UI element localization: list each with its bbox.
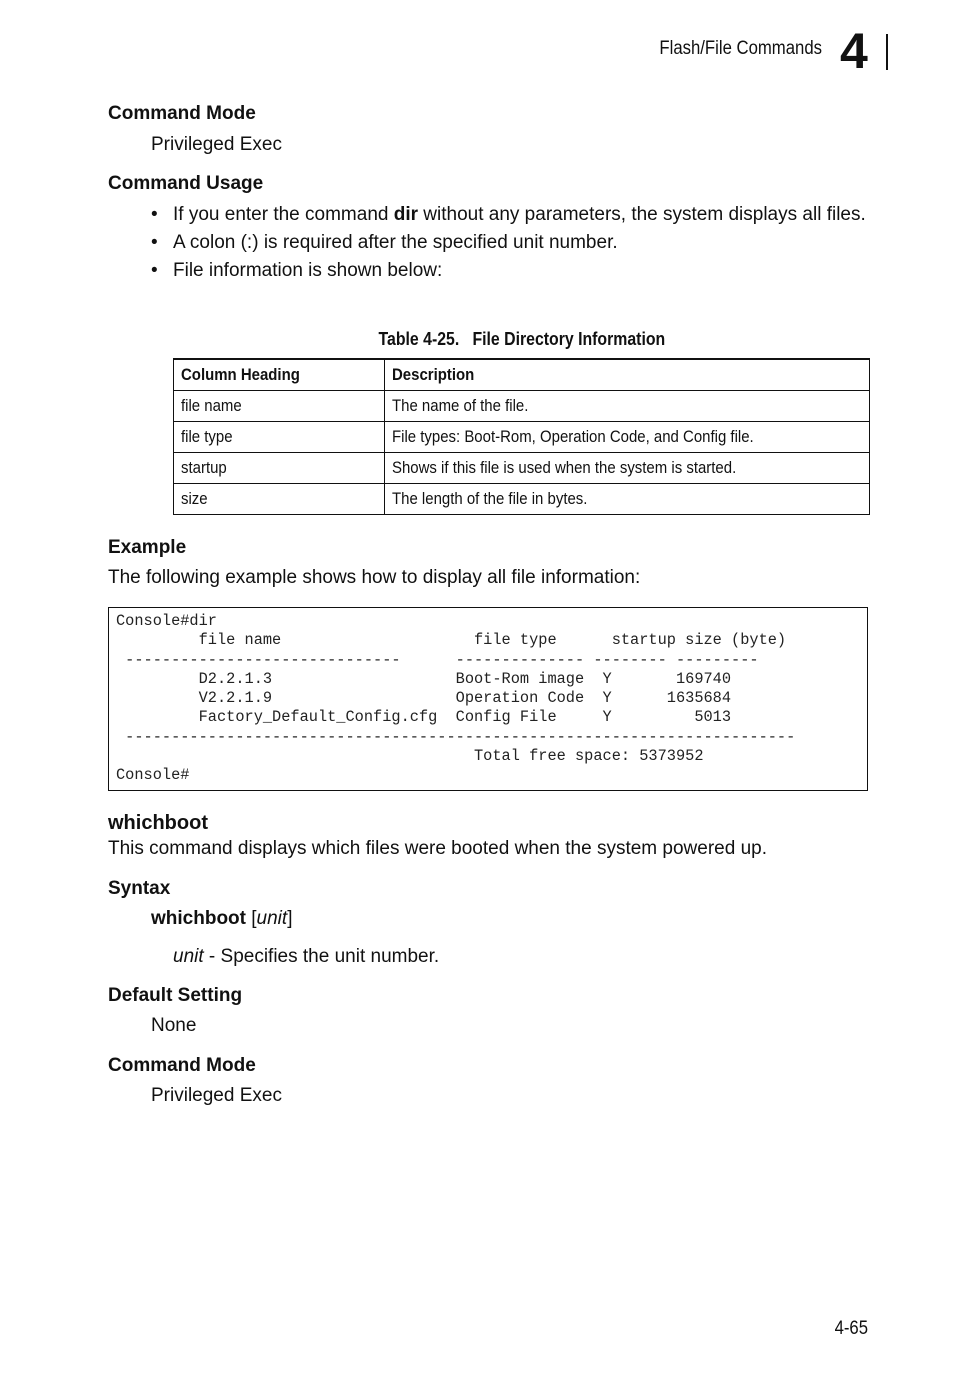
command-usage-list (151, 203, 871, 287)
example-heading: Example (108, 537, 187, 558)
page-number: 4-65 (834, 1318, 868, 1339)
param-description-line (173, 946, 439, 968)
table-cell: File types: Boot-Rom, Operation Code, and Config file. (385, 422, 870, 453)
list-item (151, 203, 871, 227)
column-header: Column Heading (174, 359, 385, 391)
param-name: unit (173, 946, 204, 967)
command-mode-value: Privileged Exec (151, 134, 282, 155)
table-cell: startup (174, 453, 385, 484)
command-mode-value: Privileged Exec (151, 1085, 282, 1106)
list-item (151, 231, 871, 255)
chapter-number: 4 (840, 23, 868, 79)
chapter-tab-divider (886, 34, 888, 70)
console-output: Console#dir file name file type startup size (byte) ------------------------------ -------------- -------- --------- D2.2.1.3 Boot-Rom image Y 169740 V2.2.1.9 Operation Code Y 1635684 Factory_Default_Config.cfg Config File Y 5013 ------------------------------------------------------------------------- Total free space: 5373952 Console# (116, 612, 796, 785)
command-usage-heading: Command Usage (108, 173, 264, 194)
table-row (174, 391, 870, 422)
table-caption (173, 329, 870, 350)
syntax-command: whichboot (151, 908, 246, 929)
bullet-glyph: • (151, 204, 158, 225)
table-cell: The name of the file. (385, 391, 870, 422)
table-cell: file type (174, 422, 385, 453)
syntax-line (151, 908, 292, 930)
table-row (174, 484, 870, 515)
syntax-bracket-open: [ (245, 908, 257, 929)
param-description: - Specifies the unit number. (203, 946, 440, 967)
table-header-row (174, 359, 870, 391)
bullet-glyph: • (151, 232, 158, 253)
usage-item-1-command: dir (393, 204, 419, 225)
file-directory-table (173, 358, 870, 515)
table-row (174, 453, 870, 484)
column-header: Description (385, 359, 870, 391)
usage-item-2: A colon (:) is required after the specified unit number. (173, 232, 618, 253)
console-example-box (108, 607, 868, 791)
default-setting-value: None (151, 1015, 197, 1036)
command-mode-heading: Command Mode (108, 1055, 256, 1076)
usage-item-1-prefix: If you enter the command (173, 204, 394, 225)
table-row (174, 422, 870, 453)
usage-item-1-suffix: without any parameters, the system displays all files. (418, 204, 866, 225)
table-caption-text: Table 4-25. File Directory Information (378, 329, 665, 349)
table-cell: size (174, 484, 385, 515)
syntax-bracket-close: ] (287, 908, 293, 929)
running-header-title: Flash/File Commands (659, 38, 822, 59)
command-mode-heading: Command Mode (108, 103, 256, 124)
default-setting-heading: Default Setting (108, 985, 243, 1006)
whichboot-title: whichboot (108, 812, 208, 834)
syntax-heading: Syntax (108, 878, 171, 899)
whichboot-description: This command displays which files were booted when the system powered up. (108, 838, 767, 859)
list-item (151, 259, 871, 283)
syntax-param: unit (256, 908, 288, 929)
example-intro: The following example shows how to display all file information: (108, 567, 641, 588)
table-cell: Shows if this file is used when the system is started. (385, 453, 870, 484)
bullet-glyph: • (151, 260, 158, 281)
table-cell: The length of the file in bytes. (385, 484, 870, 515)
table-cell: file name (174, 391, 385, 422)
usage-item-3: File information is shown below: (173, 260, 443, 281)
